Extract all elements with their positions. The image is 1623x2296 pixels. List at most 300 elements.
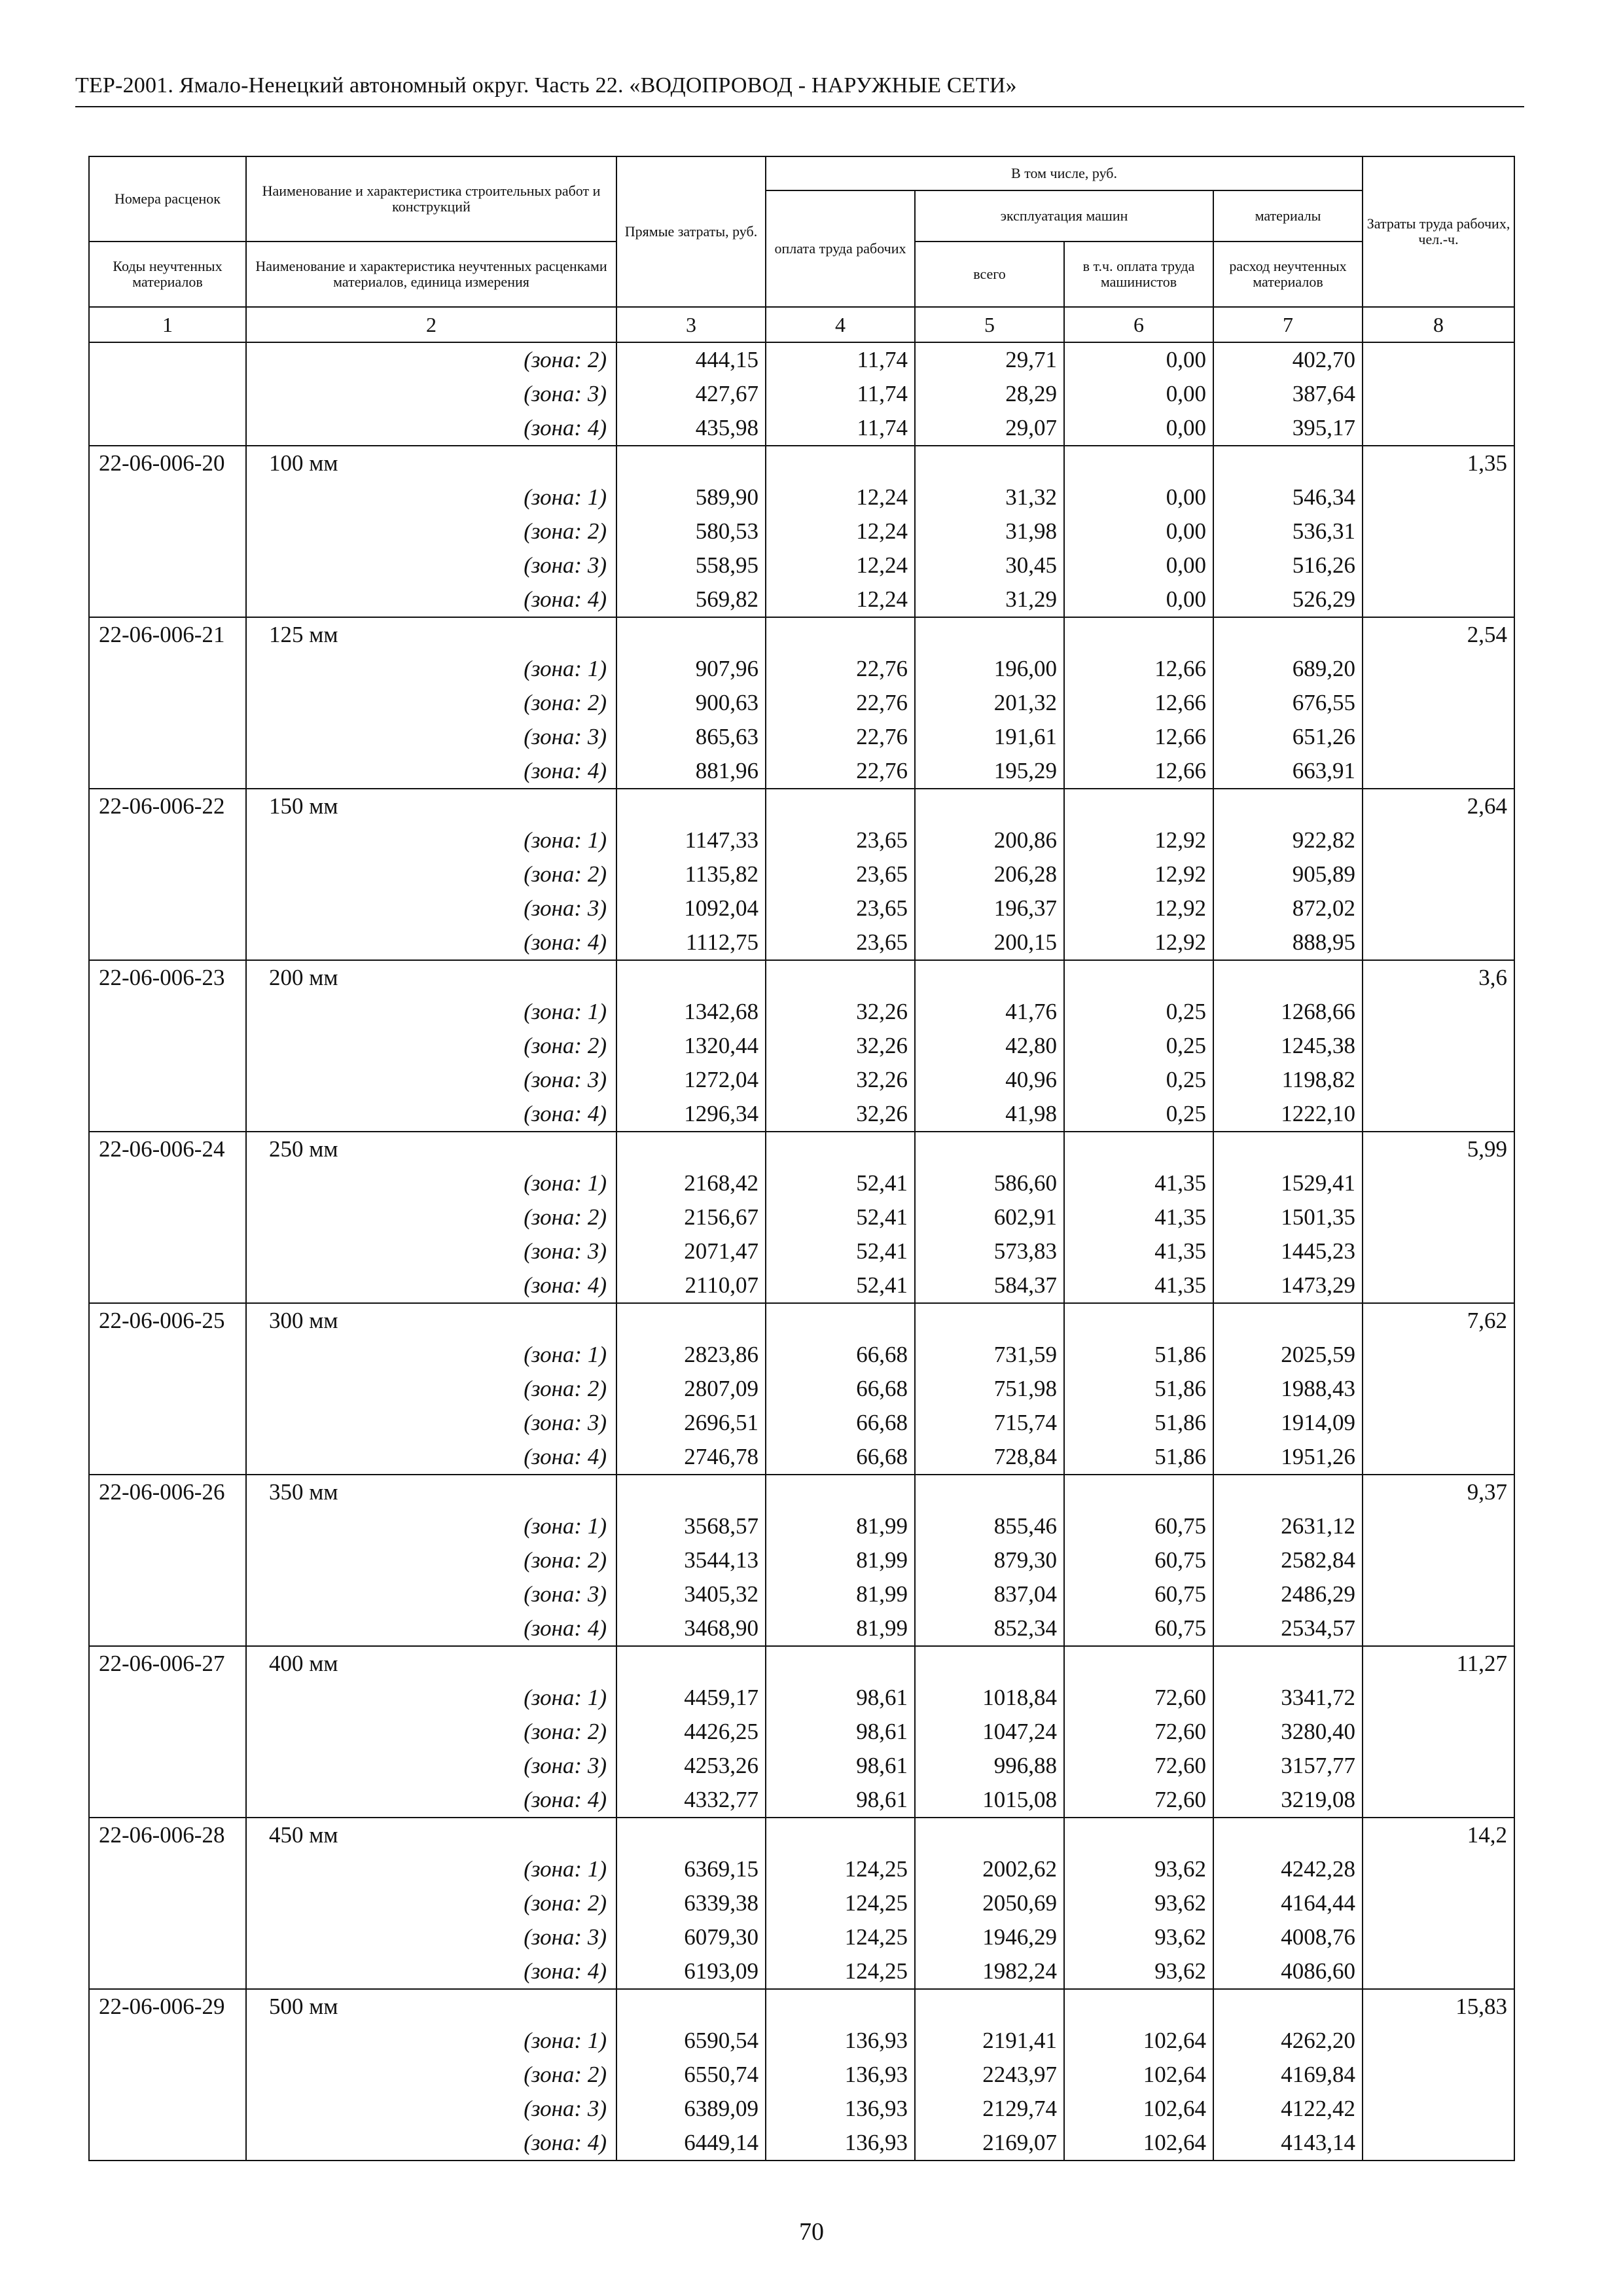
empty-cell <box>616 1989 766 2024</box>
materials-value: 888,95 <box>1213 925 1363 960</box>
direct-costs-value: 3405,32 <box>616 1577 766 1611</box>
machines-total-value: 30,45 <box>915 548 1064 583</box>
zone-label: (зона: 1) <box>246 1509 616 1543</box>
machinist-pay-value: 51,86 <box>1064 1406 1213 1440</box>
labor-value <box>1363 1097 1514 1132</box>
labor-value: 14,2 <box>1363 1818 1514 1852</box>
rate-code-cell <box>89 1852 246 1886</box>
rate-code-cell <box>89 2092 246 2126</box>
materials-value: 1445,23 <box>1213 1234 1363 1268</box>
machinist-pay-value: 72,60 <box>1064 1681 1213 1715</box>
rate-name: 350 мм <box>246 1475 616 1509</box>
empty-cell <box>915 617 1064 652</box>
zone-label: (зона: 4) <box>246 925 616 960</box>
rate-name: 100 мм <box>246 446 616 480</box>
empty-cell <box>766 446 915 480</box>
empty-cell <box>766 1818 915 1852</box>
empty-cell <box>1064 617 1213 652</box>
labor-value <box>1363 1440 1514 1475</box>
labor-value <box>1363 1715 1514 1749</box>
empty-cell <box>1064 960 1213 995</box>
column-number-row <box>89 307 1514 342</box>
machinist-pay-value: 0,00 <box>1064 377 1213 411</box>
empty-cell <box>915 960 1064 995</box>
direct-costs-value: 2156,67 <box>616 1200 766 1234</box>
zone-row <box>89 925 1514 960</box>
worker-pay-value: 22,76 <box>766 652 915 686</box>
header-machines-total: всего <box>915 242 1064 307</box>
machinist-pay-value: 60,75 <box>1064 1577 1213 1611</box>
rate-name: 250 мм <box>246 1132 616 1166</box>
empty-cell <box>616 789 766 823</box>
labor-value <box>1363 1029 1514 1063</box>
direct-costs-value: 558,95 <box>616 548 766 583</box>
empty-cell <box>616 617 766 652</box>
materials-value: 1198,82 <box>1213 1063 1363 1097</box>
materials-value: 4164,44 <box>1213 1886 1363 1920</box>
empty-cell <box>915 446 1064 480</box>
zone-row <box>89 857 1514 891</box>
rate-code: 22-06-006-22 <box>89 789 246 823</box>
materials-value: 395,17 <box>1213 411 1363 446</box>
labor-value <box>1363 720 1514 754</box>
machines-total-value: 42,80 <box>915 1029 1064 1063</box>
rate-group-row <box>89 1646 1514 1681</box>
worker-pay-value: 81,99 <box>766 1577 915 1611</box>
machines-total-value: 206,28 <box>915 857 1064 891</box>
zone-row <box>89 1097 1514 1132</box>
rate-code-cell <box>89 891 246 925</box>
direct-costs-value: 427,67 <box>616 377 766 411</box>
machines-total-value: 728,84 <box>915 1440 1064 1475</box>
empty-cell <box>1213 960 1363 995</box>
rate-code-cell <box>89 1577 246 1611</box>
direct-costs-value: 2746,78 <box>616 1440 766 1475</box>
direct-costs-value: 1147,33 <box>616 823 766 857</box>
empty-cell <box>766 1132 915 1166</box>
machinist-pay-value: 12,66 <box>1064 652 1213 686</box>
machines-total-value: 29,71 <box>915 342 1064 377</box>
rate-group-row <box>89 1132 1514 1166</box>
direct-costs-value: 3544,13 <box>616 1543 766 1577</box>
zone-row <box>89 1234 1514 1268</box>
zone-row <box>89 1611 1514 1646</box>
labor-value <box>1363 1577 1514 1611</box>
machinist-pay-value: 12,92 <box>1064 857 1213 891</box>
labor-value: 2,64 <box>1363 789 1514 823</box>
direct-costs-value: 1092,04 <box>616 891 766 925</box>
zone-row <box>89 2092 1514 2126</box>
header-unaccounted-materials: расход неучтенных материалов <box>1213 242 1363 307</box>
zone-label: (зона: 3) <box>246 1749 616 1783</box>
worker-pay-value: 23,65 <box>766 857 915 891</box>
rate-name: 150 мм <box>246 789 616 823</box>
zone-row <box>89 2126 1514 2161</box>
machinist-pay-value: 72,60 <box>1064 1715 1213 1749</box>
worker-pay-value: 32,26 <box>766 1097 915 1132</box>
labor-value <box>1363 1063 1514 1097</box>
machines-total-value: 602,91 <box>915 1200 1064 1234</box>
labor-value <box>1363 823 1514 857</box>
empty-cell <box>915 1646 1064 1681</box>
rate-code-cell <box>89 720 246 754</box>
rate-group-row <box>89 1475 1514 1509</box>
machinist-pay-value: 60,75 <box>1064 1543 1213 1577</box>
labor-value <box>1363 514 1514 548</box>
machinist-pay-value: 102,64 <box>1064 2092 1213 2126</box>
empty-cell <box>1064 789 1213 823</box>
labor-value <box>1363 2024 1514 2058</box>
labor-value: 7,62 <box>1363 1303 1514 1338</box>
materials-value: 526,29 <box>1213 583 1363 617</box>
worker-pay-value: 11,74 <box>766 377 915 411</box>
zone-label: (зона: 2) <box>246 857 616 891</box>
header-machinist-pay: в т.ч. оплата труда машинистов <box>1064 242 1213 307</box>
rate-code-cell <box>89 1338 246 1372</box>
zone-row <box>89 686 1514 720</box>
empty-cell <box>915 1303 1064 1338</box>
machinist-pay-value: 12,92 <box>1064 891 1213 925</box>
zone-row <box>89 377 1514 411</box>
machines-total-value: 31,98 <box>915 514 1064 548</box>
zone-row <box>89 480 1514 514</box>
rate-code-cell <box>89 2058 246 2092</box>
labor-value <box>1363 1954 1514 1989</box>
empty-cell <box>1064 1989 1213 2024</box>
zone-row <box>89 995 1514 1029</box>
header-rate-numbers: Номера расценок <box>89 156 246 242</box>
rate-code-cell <box>89 1268 246 1303</box>
zone-label: (зона: 4) <box>246 1783 616 1818</box>
worker-pay-value: 22,76 <box>766 720 915 754</box>
zone-row <box>89 1681 1514 1715</box>
direct-costs-value: 6590,54 <box>616 2024 766 2058</box>
zone-row <box>89 1338 1514 1372</box>
page-number: 70 <box>799 2218 824 2246</box>
empty-cell <box>766 1303 915 1338</box>
labor-value <box>1363 754 1514 789</box>
machinist-pay-value: 12,92 <box>1064 925 1213 960</box>
labor-value: 9,37 <box>1363 1475 1514 1509</box>
machines-total-value: 996,88 <box>915 1749 1064 1783</box>
rate-code: 22-06-006-28 <box>89 1818 246 1852</box>
machines-total-value: 195,29 <box>915 754 1064 789</box>
zone-label: (зона: 4) <box>246 411 616 446</box>
materials-value: 4169,84 <box>1213 2058 1363 2092</box>
materials-value: 872,02 <box>1213 891 1363 925</box>
rate-group-row <box>89 1303 1514 1338</box>
machinist-pay-value: 93,62 <box>1064 1920 1213 1954</box>
machinist-pay-value: 60,75 <box>1064 1611 1213 1646</box>
direct-costs-value: 6339,38 <box>616 1886 766 1920</box>
direct-costs-value: 2823,86 <box>616 1338 766 1372</box>
rate-name: 300 мм <box>246 1303 616 1338</box>
zone-label: (зона: 3) <box>246 377 616 411</box>
machines-total-value: 1047,24 <box>915 1715 1064 1749</box>
worker-pay-value: 136,93 <box>766 2024 915 2058</box>
worker-pay-value: 52,41 <box>766 1166 915 1200</box>
worker-pay-value: 81,99 <box>766 1543 915 1577</box>
zone-row <box>89 1509 1514 1543</box>
direct-costs-value: 6369,15 <box>616 1852 766 1886</box>
machinist-pay-value: 12,66 <box>1064 686 1213 720</box>
machines-total-value: 31,32 <box>915 480 1064 514</box>
zone-row <box>89 548 1514 583</box>
zone-label: (зона: 3) <box>246 1406 616 1440</box>
direct-costs-value: 589,90 <box>616 480 766 514</box>
worker-pay-value: 124,25 <box>766 1886 915 1920</box>
zone-label: (зона: 3) <box>246 720 616 754</box>
rate-code: 22-06-006-26 <box>89 1475 246 1509</box>
zone-label: (зона: 4) <box>246 583 616 617</box>
machinist-pay-value: 12,66 <box>1064 754 1213 789</box>
column-number: 6 <box>1064 307 1213 342</box>
labor-value <box>1363 377 1514 411</box>
zone-row <box>89 1029 1514 1063</box>
empty-cell <box>1213 1303 1363 1338</box>
rate-code: 22-06-006-20 <box>89 446 246 480</box>
running-header: ТЕР-2001. Ямало-Ненецкий автономный округ. Часть 22. «ВОДОПРОВОД - НАРУЖНЫЕ СЕТИ» <box>75 73 1017 98</box>
machines-total-value: 2191,41 <box>915 2024 1064 2058</box>
materials-value: 516,26 <box>1213 548 1363 583</box>
worker-pay-value: 22,76 <box>766 754 915 789</box>
labor-value <box>1363 2058 1514 2092</box>
labor-value: 5,99 <box>1363 1132 1514 1166</box>
direct-costs-value: 1272,04 <box>616 1063 766 1097</box>
worker-pay-value: 23,65 <box>766 823 915 857</box>
empty-cell <box>915 1989 1064 2024</box>
rate-code-cell <box>89 1166 246 1200</box>
zone-label: (зона: 2) <box>246 514 616 548</box>
labor-value <box>1363 2126 1514 2161</box>
materials-value: 4143,14 <box>1213 2126 1363 2161</box>
materials-value: 4262,20 <box>1213 2024 1363 2058</box>
empty-cell <box>1064 1303 1213 1338</box>
machines-total-value: 715,74 <box>915 1406 1064 1440</box>
rate-code: 22-06-006-24 <box>89 1132 246 1166</box>
rate-code-cell <box>89 411 246 446</box>
direct-costs-value: 4332,77 <box>616 1783 766 1818</box>
machines-total-value: 40,96 <box>915 1063 1064 1097</box>
materials-value: 1268,66 <box>1213 995 1363 1029</box>
empty-cell <box>616 1646 766 1681</box>
zone-label: (зона: 1) <box>246 2024 616 2058</box>
rate-name: 500 мм <box>246 1989 616 2024</box>
machinist-pay-value: 0,25 <box>1064 1029 1213 1063</box>
rate-code-cell <box>89 377 246 411</box>
zone-label: (зона: 2) <box>246 1886 616 1920</box>
rate-code-cell <box>89 1954 246 1989</box>
zone-row <box>89 342 1514 377</box>
worker-pay-value: 32,26 <box>766 1063 915 1097</box>
machines-total-value: 200,15 <box>915 925 1064 960</box>
zone-label: (зона: 1) <box>246 652 616 686</box>
labor-value <box>1363 857 1514 891</box>
rate-code-cell <box>89 1543 246 1577</box>
zone-row <box>89 1920 1514 1954</box>
machines-total-value: 29,07 <box>915 411 1064 446</box>
empty-cell <box>1213 1475 1363 1509</box>
column-number: 8 <box>1363 307 1514 342</box>
rate-code-cell <box>89 1681 246 1715</box>
zone-row <box>89 411 1514 446</box>
empty-cell <box>766 1475 915 1509</box>
direct-costs-value: 6079,30 <box>616 1920 766 1954</box>
labor-value <box>1363 2092 1514 2126</box>
empty-cell <box>1213 1989 1363 2024</box>
materials-value: 2631,12 <box>1213 1509 1363 1543</box>
labor-value <box>1363 1611 1514 1646</box>
rate-code-cell <box>89 1920 246 1954</box>
column-number: 3 <box>616 307 766 342</box>
zone-row <box>89 1954 1514 1989</box>
zone-row <box>89 1783 1514 1818</box>
direct-costs-value: 4426,25 <box>616 1715 766 1749</box>
worker-pay-value: 12,24 <box>766 514 915 548</box>
zone-label: (зона: 1) <box>246 480 616 514</box>
materials-value: 651,26 <box>1213 720 1363 754</box>
zone-label: (зона: 4) <box>246 1611 616 1646</box>
worker-pay-value: 32,26 <box>766 1029 915 1063</box>
zone-row <box>89 1440 1514 1475</box>
labor-value <box>1363 1200 1514 1234</box>
zone-label: (зона: 2) <box>246 1715 616 1749</box>
rate-code-cell <box>89 548 246 583</box>
rate-code-cell <box>89 1406 246 1440</box>
empty-cell <box>1213 446 1363 480</box>
zone-row <box>89 720 1514 754</box>
table-header <box>89 156 1514 342</box>
zone-row <box>89 1406 1514 1440</box>
zone-label: (зона: 3) <box>246 2092 616 2126</box>
direct-costs-value: 900,63 <box>616 686 766 720</box>
zone-row <box>89 1852 1514 1886</box>
zone-row <box>89 1372 1514 1406</box>
zone-label: (зона: 2) <box>246 1543 616 1577</box>
materials-value: 546,34 <box>1213 480 1363 514</box>
machines-total-value: 1018,84 <box>915 1681 1064 1715</box>
labor-value <box>1363 480 1514 514</box>
empty-cell <box>766 1646 915 1681</box>
labor-value <box>1363 342 1514 377</box>
labor-value <box>1363 1509 1514 1543</box>
labor-value <box>1363 1783 1514 1818</box>
machines-total-value: 196,37 <box>915 891 1064 925</box>
rate-code-cell <box>89 1749 246 1783</box>
labor-value <box>1363 1749 1514 1783</box>
column-number: 1 <box>89 307 246 342</box>
materials-value: 4122,42 <box>1213 2092 1363 2126</box>
direct-costs-value: 907,96 <box>616 652 766 686</box>
labor-value <box>1363 1681 1514 1715</box>
direct-costs-value: 2110,07 <box>616 1268 766 1303</box>
materials-value: 1951,26 <box>1213 1440 1363 1475</box>
direct-costs-value: 444,15 <box>616 342 766 377</box>
rate-code-cell <box>89 1097 246 1132</box>
header-direct-costs: Прямые затраты, руб. <box>616 156 766 307</box>
materials-value: 536,31 <box>1213 514 1363 548</box>
zone-row <box>89 1166 1514 1200</box>
materials-value: 3219,08 <box>1213 1783 1363 1818</box>
machines-total-value: 837,04 <box>915 1577 1064 1611</box>
labor-value <box>1363 686 1514 720</box>
direct-costs-value: 6193,09 <box>616 1954 766 1989</box>
rate-code-cell <box>89 652 246 686</box>
rate-name: 125 мм <box>246 617 616 652</box>
direct-costs-value: 865,63 <box>616 720 766 754</box>
header-machines: эксплуатация машин <box>915 190 1213 242</box>
zone-row <box>89 583 1514 617</box>
machinist-pay-value: 41,35 <box>1064 1268 1213 1303</box>
zone-label: (зона: 4) <box>246 1440 616 1475</box>
machinist-pay-value: 0,00 <box>1064 514 1213 548</box>
machines-total-value: 879,30 <box>915 1543 1064 1577</box>
rate-code-cell <box>89 995 246 1029</box>
machinist-pay-value: 93,62 <box>1064 1852 1213 1886</box>
labor-value <box>1363 1338 1514 1372</box>
worker-pay-value: 52,41 <box>766 1268 915 1303</box>
machines-total-value: 855,46 <box>915 1509 1064 1543</box>
direct-costs-value: 6550,74 <box>616 2058 766 2092</box>
rate-name: 400 мм <box>246 1646 616 1681</box>
rate-code-cell <box>89 480 246 514</box>
empty-cell <box>915 1132 1064 1166</box>
zone-label: (зона: 3) <box>246 1577 616 1611</box>
machinist-pay-value: 93,62 <box>1064 1886 1213 1920</box>
worker-pay-value: 12,24 <box>766 480 915 514</box>
empty-cell <box>616 960 766 995</box>
zone-row <box>89 1886 1514 1920</box>
rate-code: 22-06-006-23 <box>89 960 246 995</box>
worker-pay-value: 124,25 <box>766 1954 915 1989</box>
labor-value <box>1363 891 1514 925</box>
materials-value: 2582,84 <box>1213 1543 1363 1577</box>
worker-pay-value: 23,65 <box>766 891 915 925</box>
materials-value: 1473,29 <box>1213 1268 1363 1303</box>
worker-pay-value: 136,93 <box>766 2126 915 2161</box>
worker-pay-value: 124,25 <box>766 1920 915 1954</box>
machines-total-value: 751,98 <box>915 1372 1064 1406</box>
column-number: 4 <box>766 307 915 342</box>
worker-pay-value: 98,61 <box>766 1783 915 1818</box>
worker-pay-value: 52,41 <box>766 1200 915 1234</box>
labor-value <box>1363 1268 1514 1303</box>
machinist-pay-value: 0,00 <box>1064 583 1213 617</box>
direct-costs-value: 4253,26 <box>616 1749 766 1783</box>
empty-cell <box>915 1818 1064 1852</box>
empty-cell <box>1064 1475 1213 1509</box>
worker-pay-value: 66,68 <box>766 1406 915 1440</box>
rate-code-cell <box>89 583 246 617</box>
direct-costs-value: 1112,75 <box>616 925 766 960</box>
header-material-name: Наименование и характеристика неучтенных расценками материалов, единица измерения <box>246 242 616 307</box>
rate-code: 22-06-006-25 <box>89 1303 246 1338</box>
machinist-pay-value: 12,92 <box>1064 823 1213 857</box>
zone-label: (зона: 2) <box>246 1372 616 1406</box>
machines-total-value: 1015,08 <box>915 1783 1064 1818</box>
machinist-pay-value: 102,64 <box>1064 2126 1213 2161</box>
zone-label: (зона: 1) <box>246 1681 616 1715</box>
machinist-pay-value: 12,66 <box>1064 720 1213 754</box>
direct-costs-value: 2807,09 <box>616 1372 766 1406</box>
materials-value: 387,64 <box>1213 377 1363 411</box>
materials-value: 1914,09 <box>1213 1406 1363 1440</box>
machinist-pay-value: 51,86 <box>1064 1338 1213 1372</box>
rate-group-row <box>89 960 1514 995</box>
empty-cell <box>616 446 766 480</box>
labor-value <box>1363 652 1514 686</box>
rates-table <box>88 156 1515 2161</box>
